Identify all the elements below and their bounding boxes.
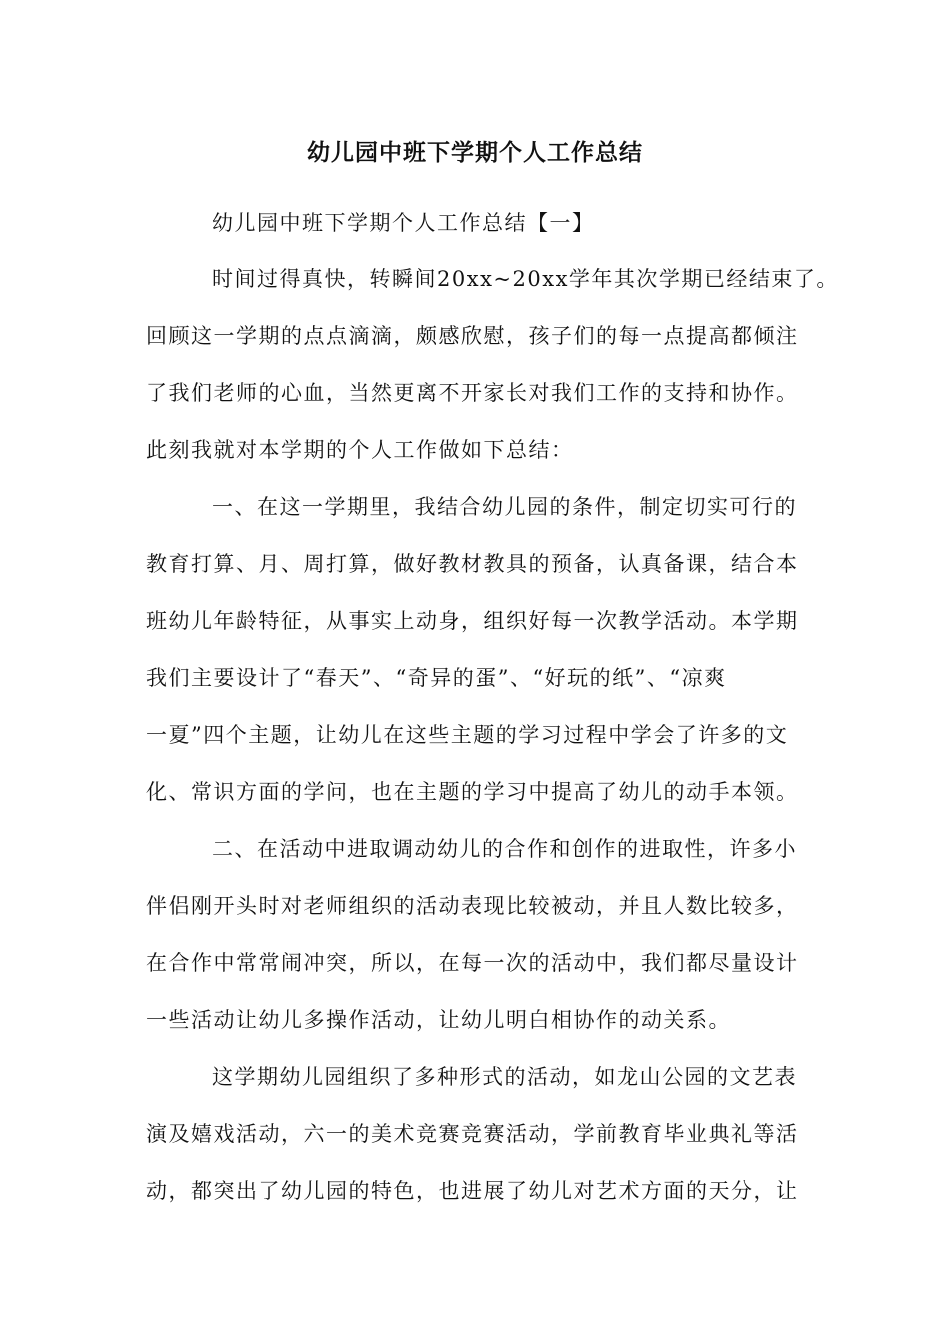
paragraph-line: 二、在活动中进取调动幼儿的合作和创作的进取性，许多小 <box>212 837 797 861</box>
paragraph-line: 我们主要设计了“春天”、“奇异的蛋”、“好玩的纸”、“凉爽 <box>146 666 727 690</box>
paragraph-line: 伴侣刚开头时对老师组织的活动表现比较被动，并且人数比较多， <box>146 894 799 918</box>
paragraph-line: 教育打算、月、周打算，做好教材教具的预备，认真备课，结合本 <box>146 552 799 576</box>
paragraph-line: 化、常识方面的学问，也在主题的学习中提高了幼儿的动手本领。 <box>146 780 799 804</box>
paragraph-line: 时间过得真快，转瞬间20xx~20xx学年其次学期已经结束了。 <box>212 267 839 291</box>
document-title: 幼儿园中班下学期个人工作总结 <box>307 139 643 166</box>
paragraph-line: 在合作中常常闹冲突，所以，在每一次的活动中，我们都尽量设计 <box>146 951 799 975</box>
paragraph-line: 一、在这一学期里，我结合幼儿园的条件，制定切实可行的 <box>212 495 797 519</box>
paragraph-line: 一夏”四个主题，让幼儿在这些主题的学习过程中学会了许多的文 <box>146 723 789 747</box>
paragraph-line: 一些活动让幼儿多操作活动，让幼儿明白相协作的动关系。 <box>146 1008 731 1032</box>
paragraph-line: 此刻我就对本学期的个人工作做如下总结： <box>146 438 574 462</box>
paragraph-line: 动，都突出了幼儿园的特色，也进展了幼儿对艺术方面的天分，让 <box>146 1179 799 1203</box>
paragraph-line: 回顾这一学期的点点滴滴，颇感欣慰，孩子们的每一点提高都倾注 <box>146 324 799 348</box>
paragraph-line: 这学期幼儿园组织了多种形式的活动，如龙山公园的文艺表 <box>212 1065 797 1089</box>
paragraph-line: 演及嬉戏活动，六一的美术竞赛竞赛活动，学前教育毕业典礼等活 <box>146 1122 799 1146</box>
paragraph-line: 班幼儿年龄特征，从事实上动身，组织好每一次教学活动。本学期 <box>146 609 799 633</box>
paragraph-line: 了我们老师的心血，当然更离不开家长对我们工作的支持和协作。 <box>146 381 799 405</box>
section-heading: 幼儿园中班下学期个人工作总结【一】 <box>212 211 595 235</box>
